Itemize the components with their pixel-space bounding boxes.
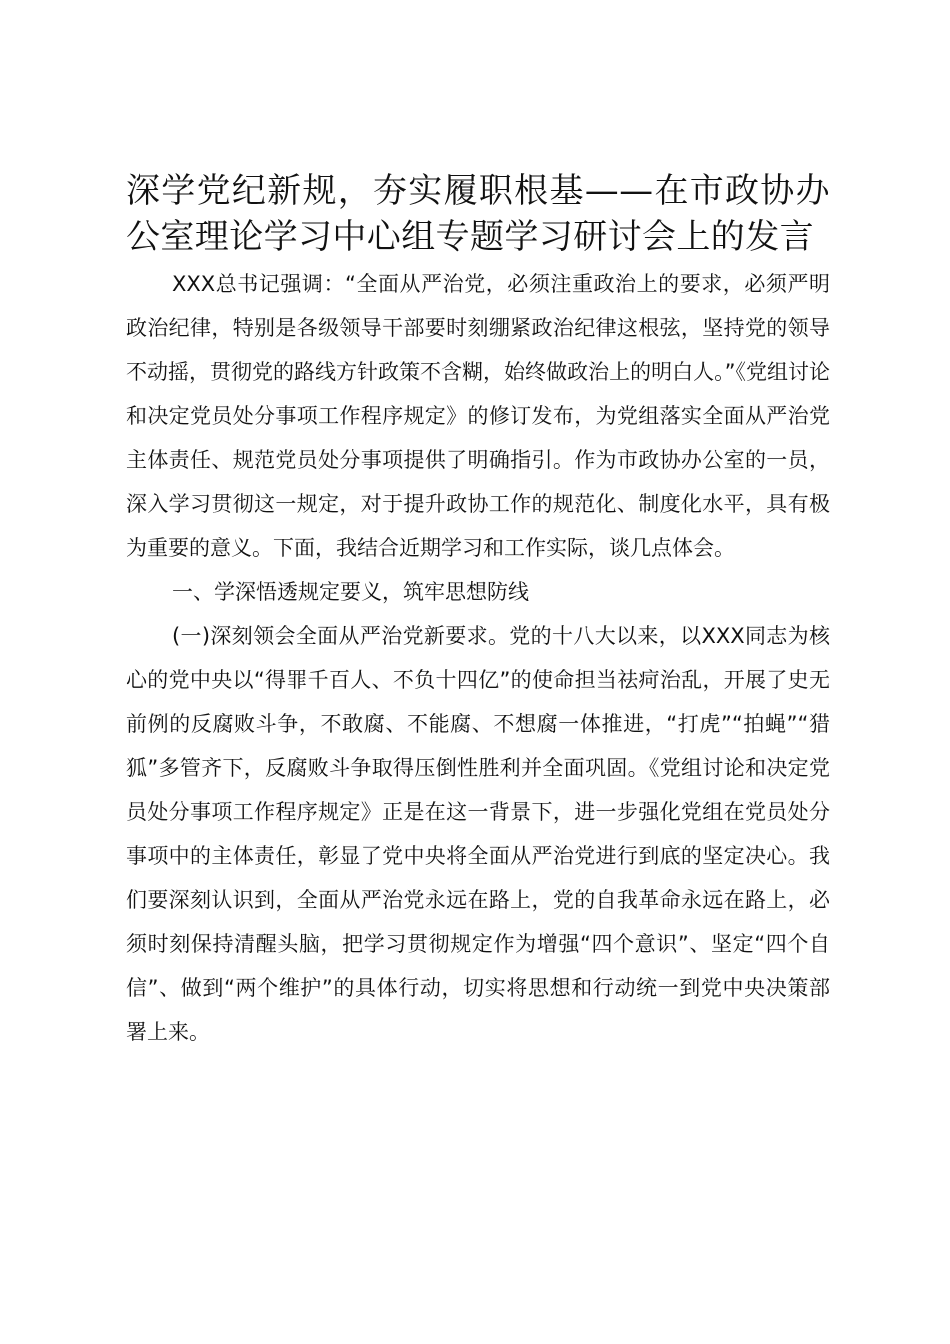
intro-paragraph: XXX总书记强调：“全面从严治党，必须注重政治上的要求，必须严明政治纪律，特别是各级领导干部要时刻绷紧政治纪律这根弦，坚持党的领导不动摇，贯彻党的路线方针政策不含糊，始终做政治上的明白人。”《党组讨论和决定党员处分事项工作程序规定》的修订发布，为党组落实全面从严治党主体责任、规范党员处分事项提供了明确指引。作为市政协办公室的一员，深入学习贯彻这一规定，对于提升政协工作的规范化、制度化水平，具有极为重要的意义。下面，我结合近期学习和工作实际，谈几点体会。 — [126, 272, 830, 560]
section-heading-1: 一、学深悟透规定要义，筑牢思想防线 — [172, 580, 529, 604]
section-1-paragraph-1: (一)深刻领会全面从严治党新要求。党的十八大以来，以XXX同志为核心的党中央以“得罪千百人、不负十四亿”的使命担当祛疴治乱，开展了史无前例的反腐败斗争，不敢腐、不能腐、不想腐一体推进，“打虎”“拍蝇”“猎狐”多管齐下，反腐败斗争取得压倒性胜利并全面巩固。《党组讨论和决定党员处分事项工作程序规定》正是在这一背景下，进一步强化党组在党员处分事项中的主体责任，彰显了党中央将全面从严治党进行到底的坚定决心。我们要深刻认识到，全面从严治党永远在路上，党的自我革命永远在路上，必须时刻保持清醒头脑，把学习贯彻规定作为增强“四个意识”、坚定“四个自信”、做到“两个维护”的具体行动，切实将思想和行动统一到党中央决策部署上来。 — [126, 624, 830, 1044]
document-title: 深学党纪新规，夯实履职根基——在市政协办公室理论学习中心组专题学习研讨会上的发言 — [126, 171, 830, 257]
document-body — [126, 262, 830, 1054]
document-page — [126, 168, 830, 1054]
